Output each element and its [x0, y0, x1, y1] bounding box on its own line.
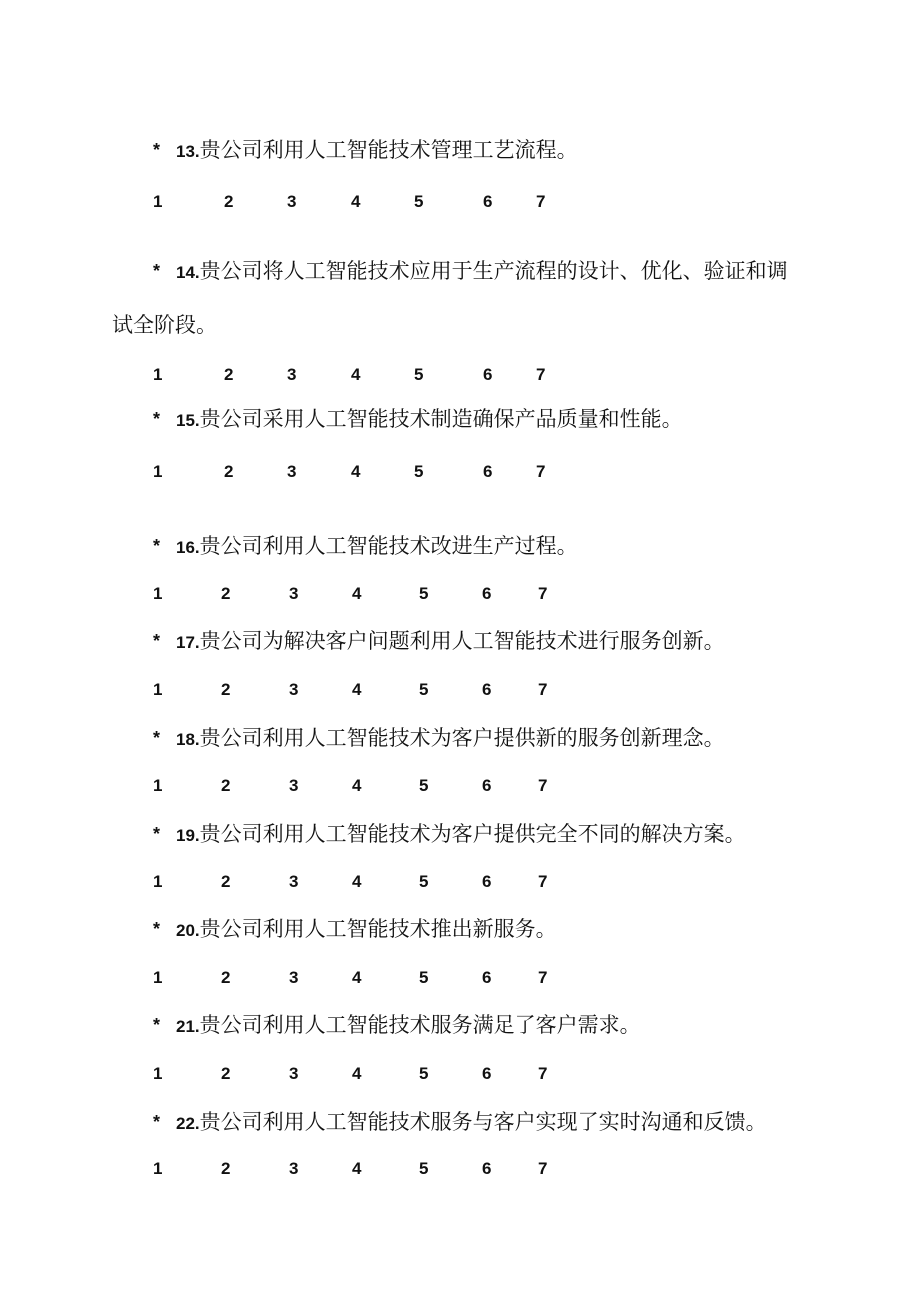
scale-option-4[interactable]: 4 [352, 584, 362, 603]
scale-option-6[interactable]: 6 [482, 1159, 492, 1178]
scale-option-4[interactable]: 4 [352, 1159, 362, 1178]
scale-option-1[interactable]: 1 [153, 1064, 163, 1083]
scale-option-4[interactable]: 4 [351, 365, 361, 384]
question-number: 17. [176, 633, 200, 652]
question-number: 16. [176, 538, 200, 557]
scale-option-3[interactable]: 3 [289, 776, 299, 795]
scale-option-4[interactable]: 4 [352, 1064, 362, 1083]
scale-option-6[interactable]: 6 [482, 1064, 492, 1083]
scale-option-3[interactable]: 3 [289, 1064, 299, 1083]
scale-option-6[interactable]: 6 [483, 462, 493, 481]
scale-option-6[interactable]: 6 [482, 968, 492, 987]
scale-option-6[interactable]: 6 [482, 776, 492, 795]
scale-option-4[interactable]: 4 [352, 968, 362, 987]
scale-option-5[interactable]: 5 [419, 584, 429, 603]
question-number: 14. [176, 263, 200, 282]
scale-option-7[interactable]: 7 [538, 584, 548, 603]
required-marker: * [153, 824, 161, 844]
scale-option-5[interactable]: 5 [419, 872, 429, 891]
question-text: 贵公司利用人工智能技术推出新服务。 [199, 917, 557, 941]
scale-option-7[interactable]: 7 [538, 1159, 548, 1178]
required-marker: * [153, 919, 161, 939]
scale-option-3[interactable]: 3 [289, 584, 299, 603]
scale-option-6[interactable]: 6 [483, 192, 493, 211]
scale-option-4[interactable]: 4 [352, 680, 362, 699]
scale-option-5[interactable]: 5 [419, 1159, 429, 1178]
question-text: 贵公司利用人工智能技术为客户提供新的服务创新理念。 [199, 726, 725, 750]
scale-option-7[interactable]: 7 [536, 462, 546, 481]
scale-option-7[interactable]: 7 [538, 872, 548, 891]
required-marker: * [153, 261, 161, 281]
scale-option-7[interactable]: 7 [538, 776, 548, 795]
question-text: 贵公司为解决客户问题利用人工智能技术进行服务创新。 [199, 629, 725, 653]
scale-option-4[interactable]: 4 [351, 462, 361, 481]
scale-option-2[interactable]: 2 [224, 365, 234, 384]
required-marker: * [153, 1015, 161, 1035]
question-number: 15. [176, 411, 200, 430]
scale-option-6[interactable]: 6 [482, 584, 492, 603]
scale-option-5[interactable]: 5 [414, 462, 424, 481]
scale-option-3[interactable]: 3 [289, 872, 299, 891]
scale-option-5[interactable]: 5 [419, 968, 429, 987]
required-marker: * [153, 536, 161, 556]
scale-option-2[interactable]: 2 [221, 872, 231, 891]
scale-option-7[interactable]: 7 [538, 1064, 548, 1083]
question-text: 贵公司利用人工智能技术服务满足了客户需求。 [199, 1013, 641, 1037]
question-number: 22. [176, 1114, 200, 1133]
scale-option-7[interactable]: 7 [536, 365, 546, 384]
question-text: 贵公司采用人工智能技术制造确保产品质量和性能。 [199, 407, 683, 431]
scale-option-6[interactable]: 6 [482, 872, 492, 891]
required-marker: * [153, 1112, 161, 1132]
scale-option-7[interactable]: 7 [538, 680, 548, 699]
scale-option-2[interactable]: 2 [221, 1159, 231, 1178]
scale-option-7[interactable]: 7 [538, 968, 548, 987]
scale-option-7[interactable]: 7 [536, 192, 546, 211]
scale-option-4[interactable]: 4 [352, 776, 362, 795]
scale-option-1[interactable]: 1 [153, 365, 163, 384]
scale-option-6[interactable]: 6 [482, 680, 492, 699]
question-text: 贵公司将人工智能技术应用于生产流程的设计、优化、验证和调 [199, 259, 788, 283]
scale-option-5[interactable]: 5 [419, 1064, 429, 1083]
scale-option-3[interactable]: 3 [289, 1159, 299, 1178]
scale-option-2[interactable]: 2 [224, 462, 234, 481]
scale-option-5[interactable]: 5 [419, 776, 429, 795]
scale-option-1[interactable]: 1 [153, 1159, 163, 1178]
scale-option-2[interactable]: 2 [221, 1064, 231, 1083]
scale-option-1[interactable]: 1 [153, 872, 163, 891]
scale-option-3[interactable]: 3 [287, 192, 297, 211]
question-number: 19. [176, 826, 200, 845]
required-marker: * [153, 631, 161, 651]
scale-option-3[interactable]: 3 [287, 365, 297, 384]
scale-option-1[interactable]: 1 [153, 584, 163, 603]
question-text: 贵公司利用人工智能技术改进生产过程。 [199, 534, 578, 558]
question-number: 13. [176, 142, 200, 161]
scale-option-4[interactable]: 4 [351, 192, 361, 211]
scale-option-2[interactable]: 2 [221, 680, 231, 699]
scale-option-1[interactable]: 1 [153, 192, 163, 211]
scale-option-2[interactable]: 2 [224, 192, 234, 211]
required-marker: * [153, 140, 161, 160]
scale-option-2[interactable]: 2 [221, 776, 231, 795]
scale-option-2[interactable]: 2 [221, 968, 231, 987]
question-number: 18. [176, 730, 200, 749]
question-number: 21. [176, 1017, 200, 1036]
question-text: 贵公司利用人工智能技术管理工艺流程。 [199, 138, 578, 162]
required-marker: * [153, 728, 161, 748]
question-number: 20. [176, 921, 200, 940]
scale-option-1[interactable]: 1 [153, 462, 163, 481]
scale-option-5[interactable]: 5 [414, 192, 424, 211]
scale-option-2[interactable]: 2 [221, 584, 231, 603]
question-text: 贵公司利用人工智能技术为客户提供完全不同的解决方案。 [199, 822, 746, 846]
scale-option-3[interactable]: 3 [289, 968, 299, 987]
scale-option-3[interactable]: 3 [287, 462, 297, 481]
scale-option-5[interactable]: 5 [419, 680, 429, 699]
scale-option-1[interactable]: 1 [153, 776, 163, 795]
scale-option-4[interactable]: 4 [352, 872, 362, 891]
scale-option-1[interactable]: 1 [153, 968, 163, 987]
scale-option-6[interactable]: 6 [483, 365, 493, 384]
question-text: 贵公司利用人工智能技术服务与客户实现了实时沟通和反馈。 [199, 1110, 767, 1134]
scale-option-3[interactable]: 3 [289, 680, 299, 699]
required-marker: * [153, 409, 161, 429]
question-text-continued: 试全阶段。 [112, 313, 217, 337]
scale-option-1[interactable]: 1 [153, 680, 163, 699]
scale-option-5[interactable]: 5 [414, 365, 424, 384]
